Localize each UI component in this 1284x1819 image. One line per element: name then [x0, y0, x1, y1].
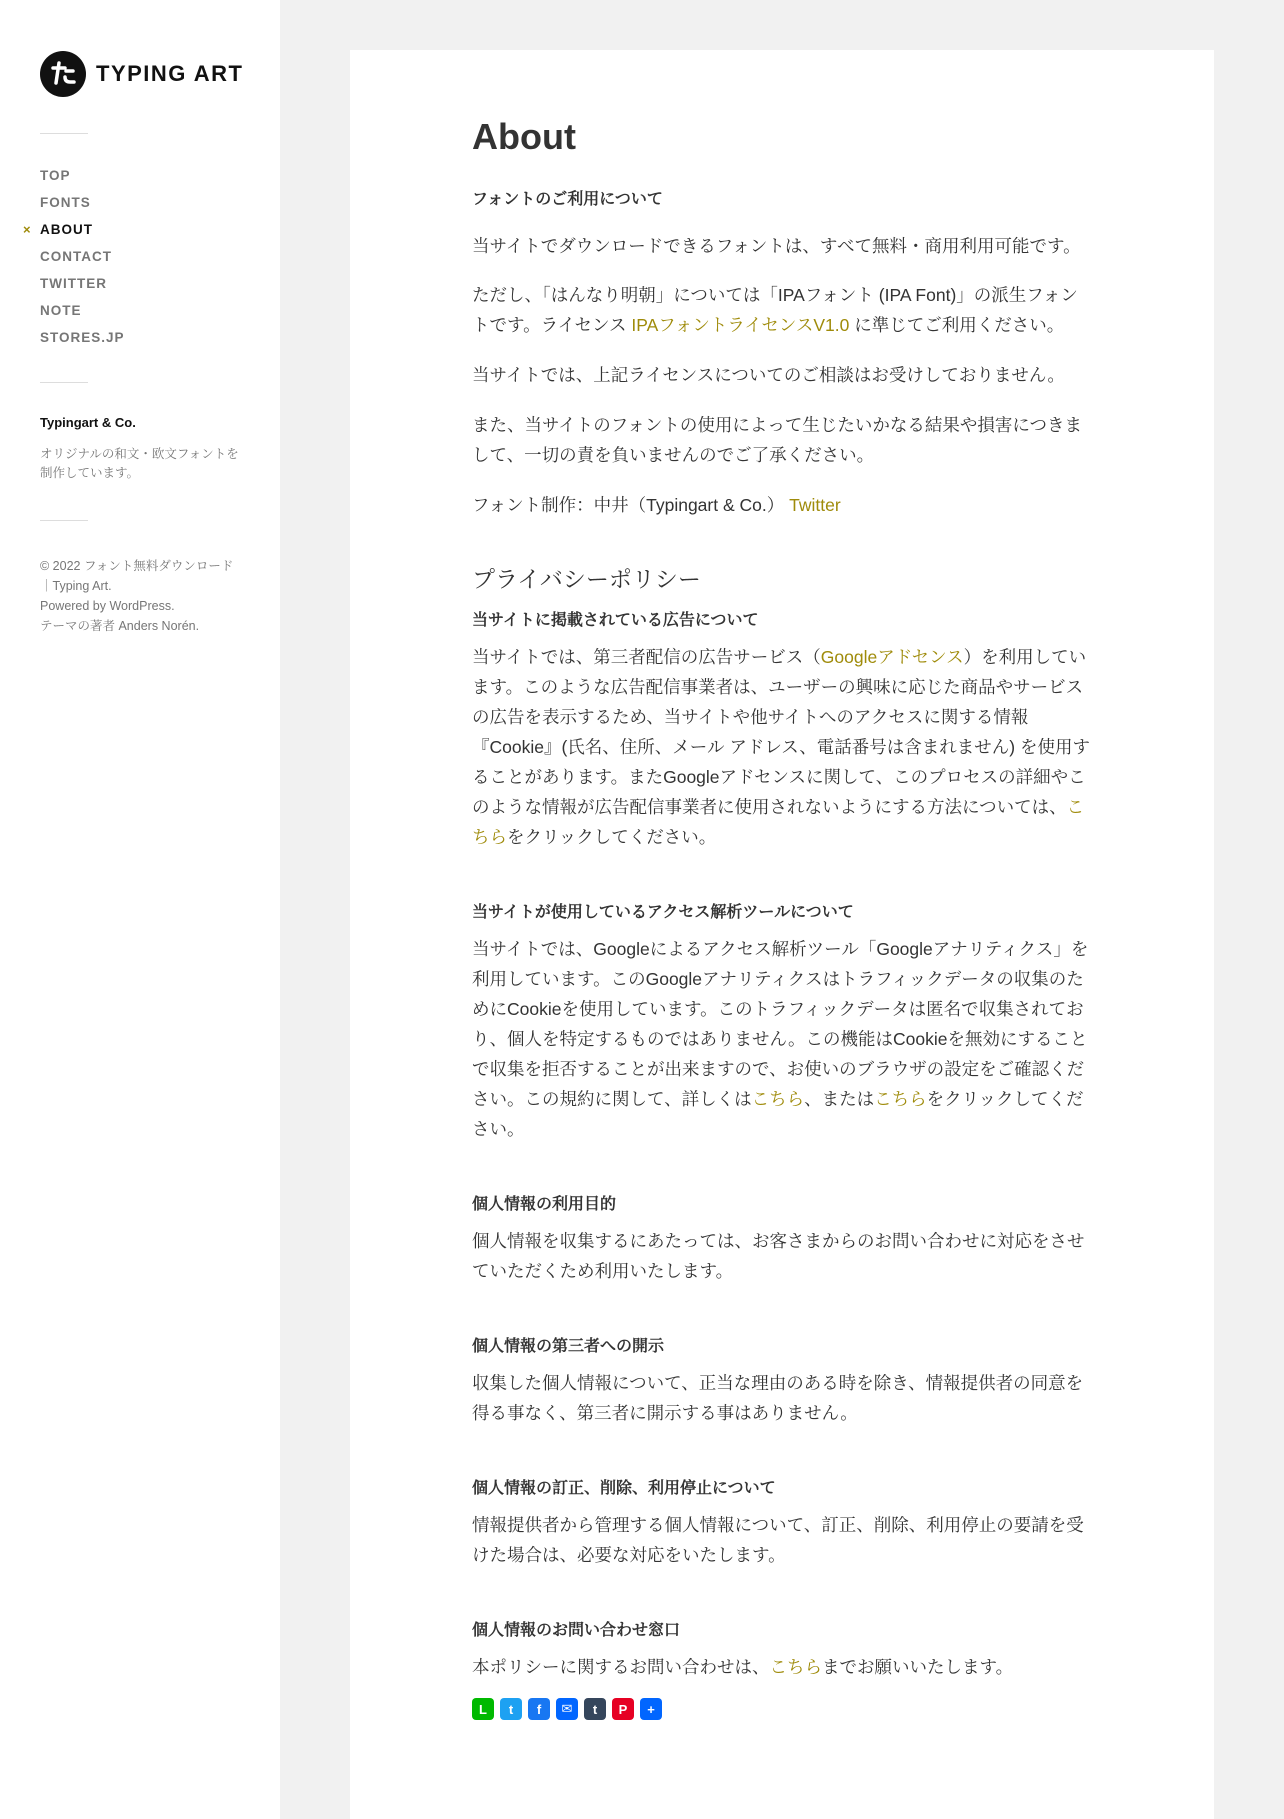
analytics-link-2[interactable]: こちら [874, 1089, 927, 1109]
site-logo[interactable] [40, 51, 243, 97]
text: ただし、「はんなり明朝」については「IPAフォント (IPA Font)」の派生フォントです。ライセンス [472, 285, 1078, 335]
section-heading-contact: 個人情報のお問い合わせ窓口 [472, 1622, 681, 1639]
nav-item-contact[interactable] [40, 247, 125, 274]
widget-title: Typingart & Co. [40, 415, 136, 430]
paragraph [472, 1652, 1092, 1682]
pinterest-icon[interactable]: P [612, 1698, 634, 1720]
google-adsense-link[interactable]: Googleアドセンス [820, 647, 964, 667]
content-card [350, 50, 1214, 1819]
text: フォント制作：中井（Typingart & Co.） [472, 495, 790, 515]
sidebar [0, 0, 280, 1819]
footer-powered[interactable]: Powered by WordPress. [40, 599, 175, 613]
paragraph: 当サイトでは、上記ライセンスについてのご相談はお受けしておりません。 [472, 365, 1065, 385]
section-heading-correction: 個人情報の訂正、削除、利用停止について [472, 1480, 776, 1497]
paragraph: また、当サイトのフォントの使用によって生じたいかなる結果や損害につきまして、一切の責を負いませんのでご了承ください。 [472, 415, 1083, 465]
nav-item-fonts[interactable] [40, 193, 125, 220]
site-footer [40, 556, 240, 636]
text: をクリックしてください。 [507, 827, 717, 847]
main-nav [23, 166, 125, 355]
line-icon[interactable]: L [472, 1698, 494, 1720]
nav-item-note[interactable] [40, 301, 125, 328]
nav-item-label: CONTACT [40, 249, 112, 264]
section-heading-disclosure: 個人情報の第三者への開示 [472, 1338, 665, 1355]
active-marker-icon: × [23, 222, 32, 237]
nav-item-top[interactable] [40, 166, 125, 193]
section-heading-analytics: 当サイトが使用しているアクセス解析ツールについて [472, 904, 854, 921]
nav-item-stores[interactable] [40, 328, 125, 355]
text: に準じてご利用ください。 [849, 315, 1065, 335]
share-plus-icon[interactable]: + [640, 1698, 662, 1720]
paragraph [472, 280, 1092, 340]
footer-theme[interactable]: テーマの著者 Anders Norén. [40, 619, 200, 633]
text: 本ポリシーに関するお問い合わせは、 [472, 1657, 770, 1677]
twitter-link[interactable]: Twitter [789, 495, 841, 515]
tumblr-icon[interactable]: t [584, 1698, 606, 1720]
paragraph: 個人情報を収集するにあたっては、お客さまからのお問い合わせに対応をさせていただくため利用いたします。 [472, 1231, 1085, 1281]
text: ）を利用しています。このような広告配信事業者は、ユーザーの興味に応じた商品やサービスの広告を表示するため、当サイトや他サイトへのアクセスに関する情報『Cookie』(氏名、住所、メール アドレス、電話番号は含まれません) を使用することがあります。またGoogleアドセンスに関して、このプロセスの詳細やこのような情報が広告配信事業者に使用されないようにする方法については、 [472, 647, 1091, 817]
widget-text: オリジナルの和文・欧文フォントを制作しています。 [40, 447, 239, 480]
paragraph: 収集した個人情報について、正当な理由のある時を除き、情報提供者の同意を得る事なく、第三者に開示する事はありません。 [472, 1373, 1084, 1423]
logo-text: TYPING ART [96, 61, 244, 86]
section-heading-font-usage: フォントのご利用について [472, 191, 663, 208]
ipa-license-link[interactable]: IPAフォントライセンスV1.0 [631, 315, 850, 335]
text: までお願いいたします。 [822, 1657, 1014, 1677]
twitter-icon[interactable]: t [500, 1698, 522, 1720]
paragraph: 当サイトでダウンロードできるフォントは、すべて無料・商用利用可能です。 [472, 236, 1081, 256]
paragraph [472, 934, 1092, 1144]
text: 当サイトでは、Googleによるアクセス解析ツール「Googleアナリティクス」を利用しています。このGoogleアナリティクスはトラフィックデータの収集のためにCookieを使用しています。このトラフィックデータは匿名で収集されており、個人を特定するものではありません。この機能はCookieを無効にすることで収集を拒否することが出来ますので、お使いのブラウザの設定をご確認ください。この規約に関して、詳しくは [472, 939, 1089, 1109]
logo-mark-icon [40, 51, 86, 97]
nav-item-label: FONTS [40, 195, 91, 210]
article-content [472, 112, 1092, 1720]
nav-item-label: STORES.JP [40, 330, 125, 345]
contact-link[interactable]: こちら [769, 1657, 822, 1677]
page-title: About [472, 116, 576, 157]
text: をクリックしてください。 [472, 1089, 1084, 1139]
paragraph [472, 642, 1092, 852]
share-buttons [472, 1698, 1092, 1720]
nav-item-label: ABOUT [40, 222, 93, 237]
nav-item-label: NOTE [40, 303, 82, 318]
paragraph: 情報提供者から管理する個人情報について、訂正、削除、利用停止の要請を受けた場合は、必要な対応をいたします。 [472, 1515, 1084, 1565]
text: 当サイトでは、第三者配信の広告サービス（ [472, 647, 821, 667]
nav-item-label: TWITTER [40, 276, 107, 291]
nav-item-about[interactable] [23, 220, 125, 247]
email-icon[interactable]: ✉ [556, 1698, 578, 1720]
sidebar-divider [40, 520, 88, 521]
facebook-icon[interactable]: f [528, 1698, 550, 1720]
section-heading-ads: 当サイトに掲載されている広告について [472, 612, 759, 629]
nav-item-twitter[interactable] [40, 274, 125, 301]
nav-item-label: TOP [40, 168, 71, 183]
analytics-link-1[interactable]: こちら [751, 1089, 805, 1109]
logo-glyph-icon [48, 59, 78, 89]
paragraph [472, 490, 1092, 520]
footer-copyright[interactable]: © 2022 フォント無料ダウンロード｜Typing Art. [40, 559, 234, 593]
section-heading-purpose: 個人情報の利用目的 [472, 1196, 617, 1213]
adsense-details-link[interactable]: こちら [472, 797, 1085, 847]
sidebar-divider [40, 133, 88, 134]
text: 、または [804, 1089, 875, 1109]
privacy-policy-title: プライバシーポリシー [472, 566, 701, 592]
sidebar-divider [40, 382, 88, 383]
